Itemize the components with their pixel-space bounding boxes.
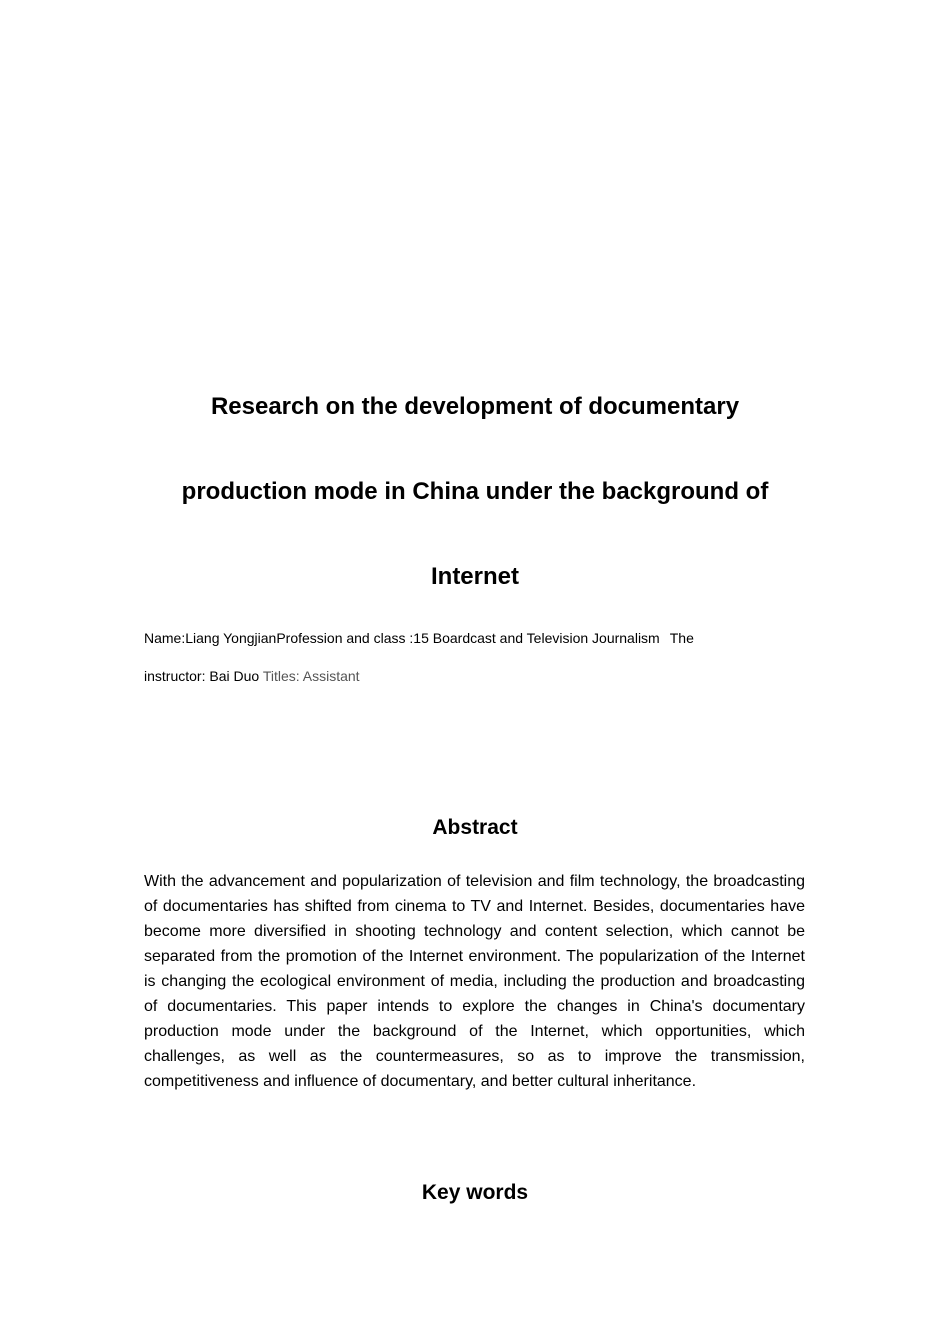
instructor-name: instructor: Bai Duo xyxy=(144,668,260,684)
instructor-titles: Titles: Assistant xyxy=(262,668,360,684)
author-name-profession: Name:Liang YongjianProfession and class :15 Boardcast and Television Journalism xyxy=(144,630,660,646)
abstract-paragraph: With the advancement and popularization of television and film technology, the broadcasting of documentaries has shifted from cinema to TV and Internet. Besides, documentaries have become more diversified in shooting technology and content selection, which cannot be separated from the promotion of the Internet environment. The popularization of the Internet is changing the ecological environment of media, including the production and broadcasting of documentaries. This paper intends to explore the changes in China's documentary production mode under the background of the Internet, which opportunities, which challenges, as well as the countermeasures, so as to improve the transmission, competitiveness and influence of documentary, and better cultural inheritance. xyxy=(144,873,805,1090)
title-line-1: Research on the development of documentary xyxy=(210,393,740,420)
instructor-label-start: The xyxy=(669,630,694,646)
title-line-3: Internet xyxy=(430,563,519,590)
author-info-line-2 xyxy=(144,666,824,686)
title-line-2: production mode in China under the background of xyxy=(181,478,769,505)
author-info-line-1 xyxy=(144,628,824,648)
abstract-heading: Abstract xyxy=(432,816,518,839)
keywords-heading: Key words xyxy=(421,1181,529,1204)
